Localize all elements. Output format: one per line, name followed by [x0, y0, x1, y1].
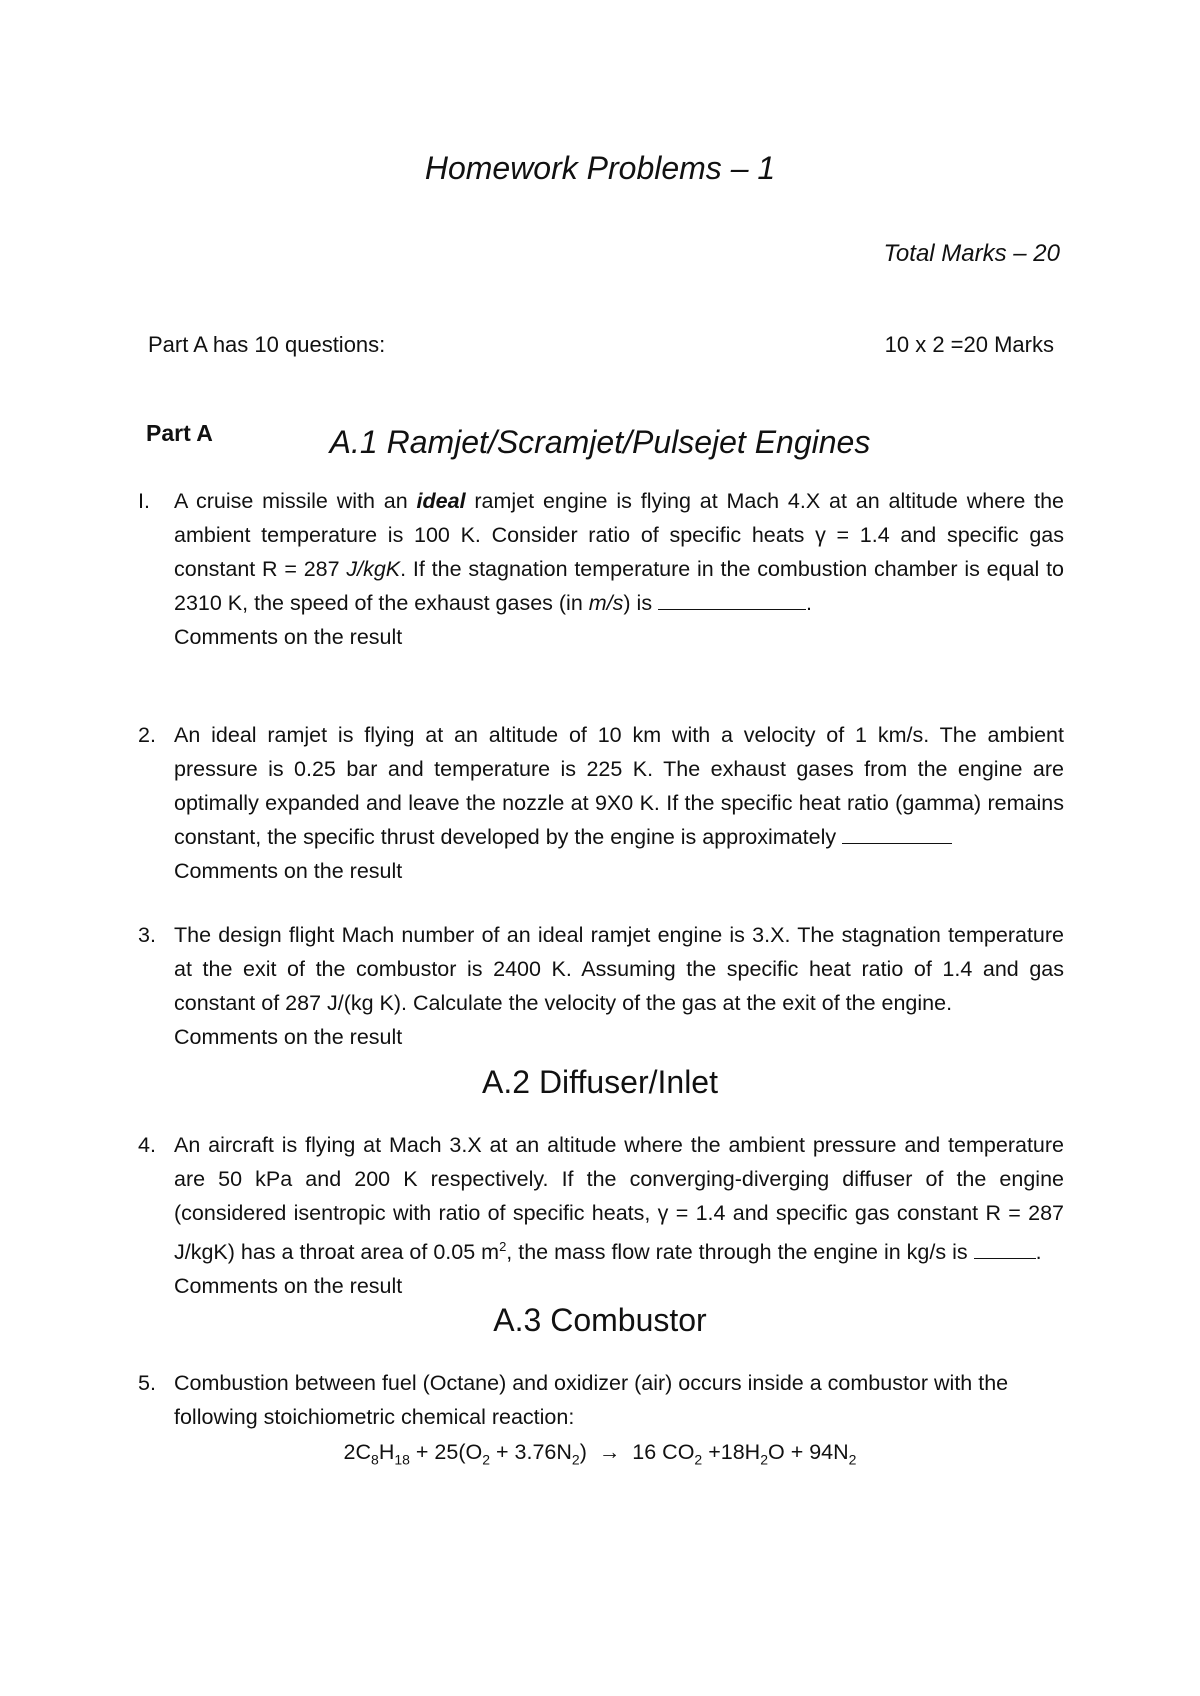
page-title: Homework Problems – 1 — [424, 150, 776, 186]
comments-label: Comments on the result — [174, 859, 403, 883]
section-heading-a3: A.3 Combustor — [493, 1302, 707, 1338]
question-text: The design flight Mach number of an ideal ramjet engine is 3.X. The stagnation temperature at the exit of the combustor is 2400 K. Assuming the specific heat ratio of 1.4 and gas constant of 287 J/(kg K). Calculate the velocity of the gas at the exit of the engine. — [174, 923, 1064, 1015]
question-text: An ideal ramjet is flying at an altitude of 10 km with a velocity of 1 km/s. The ambient pressure is 0.25 bar and temperature is 225 K. The exhaust gases from the engine are optimally expanded and leave the nozzle at 9X0 K. If the specific heat ratio (gamma) remains constant, the specific thrust developed by the engine is approximately — [174, 723, 1064, 849]
question-number: 3. — [138, 923, 156, 947]
part-a-question-count: Part A has 10 questions: — [148, 332, 386, 357]
question-text: Combustion between fuel (Octane) and oxidizer (air) occurs inside a combustor with the following stoichiometric chemical reaction: — [174, 1371, 1009, 1429]
answer-blank — [974, 1236, 1036, 1259]
question-1 — [138, 484, 1065, 654]
question-number: I. — [138, 489, 150, 513]
question-number: 4. — [138, 1133, 156, 1157]
section-heading-a2: A.2 Diffuser/Inlet — [482, 1064, 718, 1100]
part-a-info — [148, 332, 1054, 358]
question-number: 5. — [138, 1371, 156, 1395]
answer-blank — [658, 587, 806, 610]
arrow-icon: → — [598, 1440, 621, 1464]
part-a-heading: Part A — [146, 420, 213, 446]
section-heading-a1: A.1 Ramjet/Scramjet/Pulsejet Engines — [329, 424, 871, 460]
question-text: An aircraft is flying at Mach 3.X at an altitude where the ambient pressure and temperature are 50 kPa and 200 K respectively. If the converging-diverging diffuser of the engine (considered isentropic with ratio of specific heats, γ = 1.4 and specific gas constant R = 287 J/kgK) has a throat area of 0.05 $m^2$, the mass flow rate through the engine in kg/s is . — [174, 1133, 1064, 1265]
question-number: 2. — [138, 723, 156, 747]
answer-blank — [842, 821, 952, 844]
chemical-equation: $2C_8H_{18} + 25(O_2 + 3.76N_2) \to 16$ $CO_2 +18H_2O + 94N_2$ — [343, 1440, 857, 1468]
question-text: A cruise missile with an ideal ramjet engine is flying at Mach 4.X at an altitude where the ambient temperature is 100 K. Consider ratio of specific heats γ = 1.4 and specific gas constant R = 287 J/kgK. If the stagnation temperature in the combustion chamber is equal to 2310 K, the speed of the exhaust gases (in m/s) is . — [174, 489, 1065, 615]
question-2 — [138, 718, 1064, 888]
question-3 — [138, 918, 1064, 1054]
total-marks: Total Marks – 20 — [883, 240, 1060, 267]
comments-label: Comments on the result — [174, 1025, 403, 1049]
question-5 — [138, 1366, 1064, 1434]
comments-label: Comments on the result — [174, 625, 403, 649]
question-4 — [138, 1128, 1064, 1303]
part-a-marks: 10 x 2 =20 Marks — [884, 332, 1054, 357]
comments-label: Comments on the result — [174, 1274, 403, 1299]
